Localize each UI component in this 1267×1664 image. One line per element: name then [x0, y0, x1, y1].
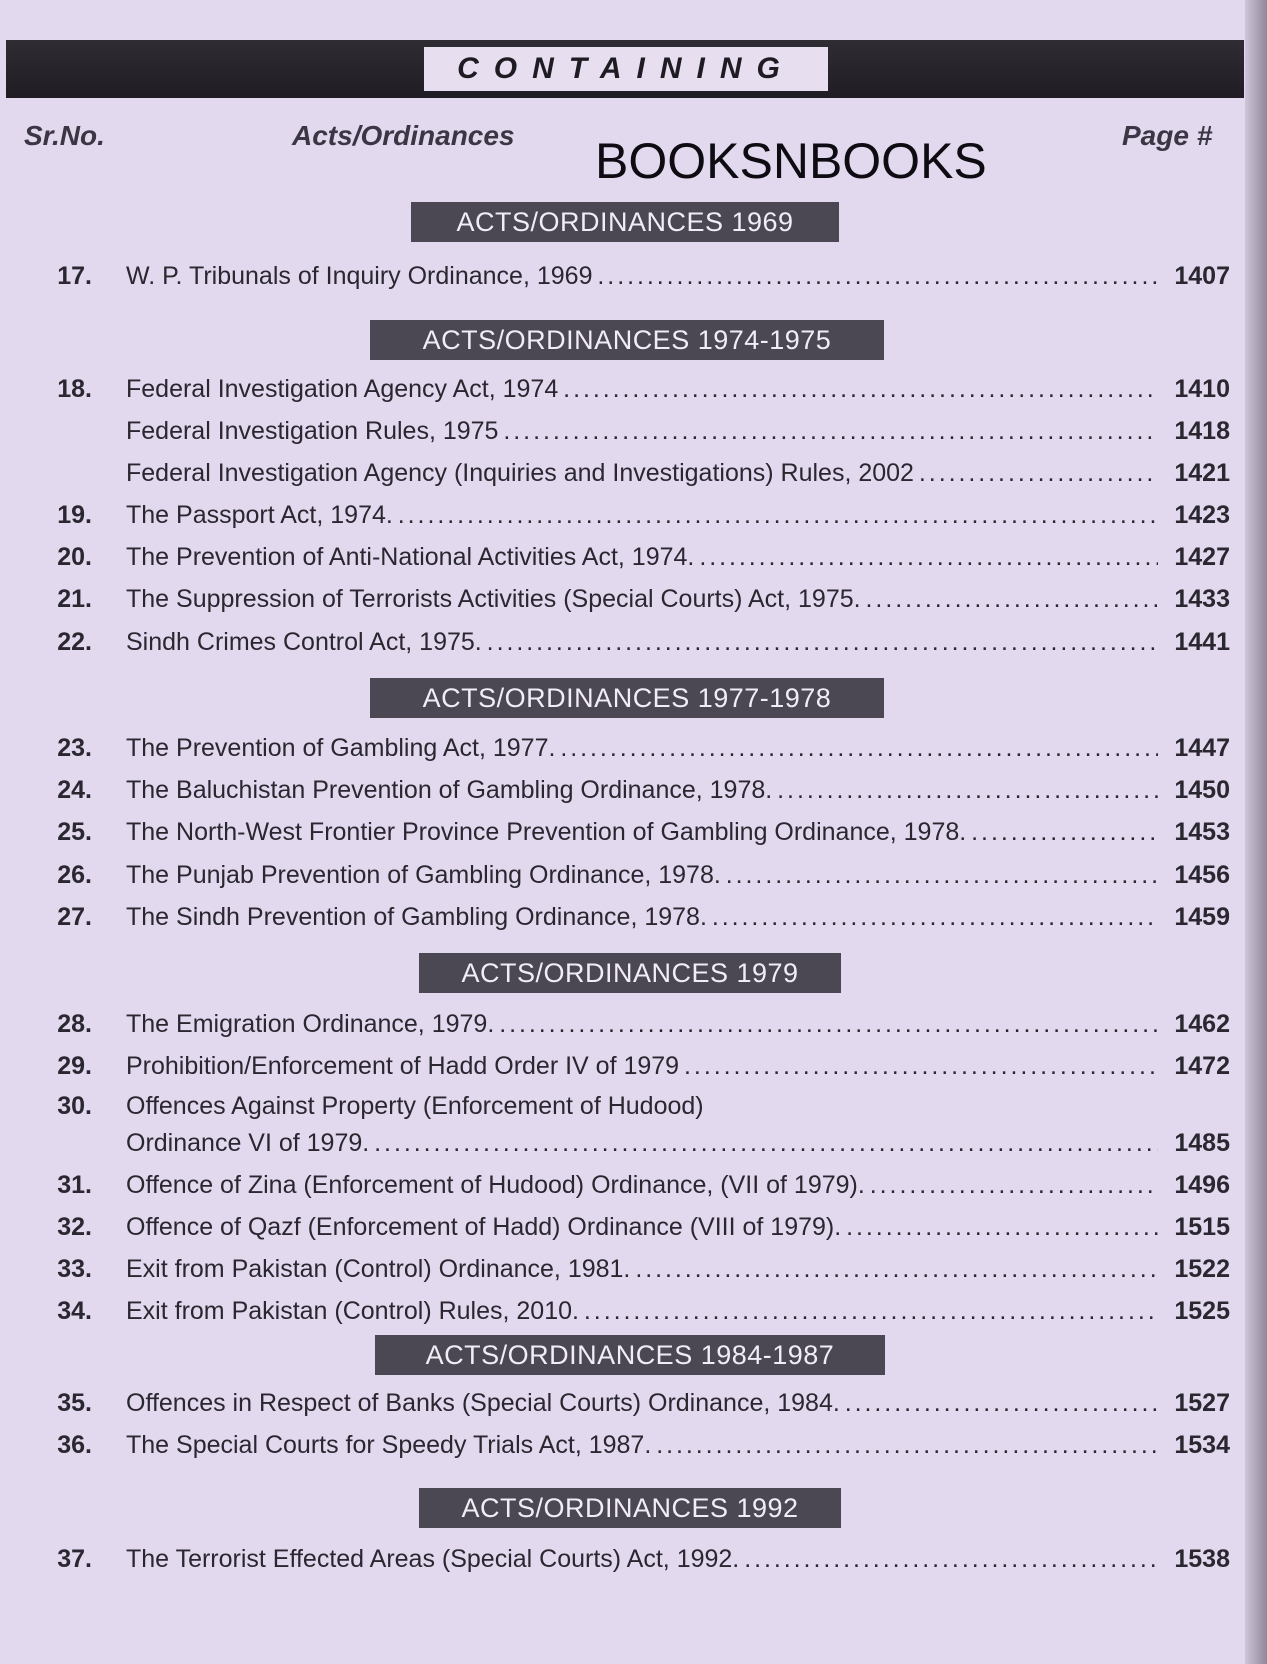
column-header-sr-no: Sr.No.: [24, 120, 105, 151]
entry-title: The North-West Frontier Province Prevention of Gambling Ordinance, 1978. . . .: [126, 818, 1158, 847]
entry-title: Exit from Pakistan (Control) Rules, 2010. . . .: [126, 1297, 1158, 1326]
entry-number: 24.: [57, 776, 92, 804]
toc-entry: [40, 1092, 1236, 1167]
toc-entry: [40, 1297, 1236, 1335]
toc-entry: [40, 861, 1236, 899]
entry-page: 1423: [1174, 501, 1230, 529]
toc-entry: [40, 1213, 1236, 1251]
toc-entry: [40, 628, 1236, 666]
section-header: ACTS/ORDINANCES 1977-1978: [370, 678, 884, 718]
toc-entry: [40, 585, 1236, 623]
toc-entry: [40, 1171, 1236, 1209]
section-header: ACTS/ORDINANCES 1969: [411, 202, 839, 242]
entry-title: The Special Courts for Speedy Trials Act, 1987. . . .: [126, 1431, 1158, 1460]
page-edge-shadow: [1245, 0, 1267, 1664]
entry-page: 1407: [1174, 262, 1230, 290]
entry-page: 1421: [1174, 459, 1230, 487]
toc-entry: [40, 1052, 1236, 1090]
section-header: ACTS/ORDINANCES 1992: [419, 1488, 841, 1528]
entry-title: Ordinance VI of 1979. . . .: [126, 1129, 1158, 1158]
toc-entry: [40, 459, 1236, 497]
entry-number: 25.: [57, 818, 92, 846]
entry-number: 26.: [57, 861, 92, 889]
watermark-text: BOOKSNBOOKS: [595, 133, 987, 189]
entry-page: 1447: [1174, 734, 1230, 762]
toc-entry: [40, 543, 1236, 581]
toc-entry: [40, 501, 1236, 539]
entry-title: Federal Investigation Rules, 1975 . . .: [126, 417, 1158, 446]
entry-page: 1525: [1174, 1297, 1230, 1325]
entry-title: Federal Investigation Agency Act, 1974 . . .: [126, 375, 1158, 404]
entry-page: 1453: [1174, 818, 1230, 846]
entry-number: 19.: [57, 501, 92, 529]
toc-entry: [40, 1389, 1236, 1427]
entry-number: 33.: [57, 1255, 92, 1283]
entry-page: 1534: [1174, 1431, 1230, 1459]
entry-page: 1515: [1174, 1213, 1230, 1241]
entry-page: 1459: [1174, 903, 1230, 931]
entry-number: 36.: [57, 1431, 92, 1459]
entry-number: 17.: [57, 262, 92, 290]
entry-number: 20.: [57, 543, 92, 571]
entry-number: 21.: [57, 585, 92, 613]
toc-entry: [40, 776, 1236, 814]
entry-number: 30.: [57, 1092, 92, 1120]
entry-page: 1472: [1174, 1052, 1230, 1080]
entry-title: The Emigration Ordinance, 1979. . . .: [126, 1010, 1158, 1039]
entry-title: The Suppression of Terrorists Activities (Special Courts) Act, 1975. . . .: [126, 585, 1158, 614]
section-header: ACTS/ORDINANCES 1974-1975: [370, 320, 884, 360]
toc-entry: [40, 903, 1236, 941]
entry-number: 28.: [57, 1010, 92, 1038]
containing-label: CONTAINING: [424, 47, 828, 91]
column-header-acts: Acts/Ordinances: [292, 120, 515, 151]
entry-number: 37.: [57, 1545, 92, 1573]
entry-title: The Prevention of Gambling Act, 1977. . . .: [126, 734, 1158, 763]
entry-number: 32.: [57, 1213, 92, 1241]
toc-entry: [40, 734, 1236, 772]
entry-title: Federal Investigation Agency (Inquiries and Investigations) Rules, 2002 . . .: [126, 459, 1158, 488]
entry-page: 1485: [1174, 1129, 1230, 1157]
toc-entry: [40, 262, 1236, 300]
entry-number: 23.: [57, 734, 92, 762]
entry-title: The Sindh Prevention of Gambling Ordinance, 1978. . . .: [126, 903, 1158, 932]
entry-number: 29.: [57, 1052, 92, 1080]
entry-title: Exit from Pakistan (Control) Ordinance, 1981. . . .: [126, 1255, 1158, 1284]
entry-title: The Terrorist Effected Areas (Special Courts) Act, 1992. . . .: [126, 1545, 1158, 1574]
toc-entry: [40, 1545, 1236, 1583]
entry-number: 34.: [57, 1297, 92, 1325]
entry-page: 1441: [1174, 628, 1230, 656]
entry-page: 1450: [1174, 776, 1230, 804]
toc-entry: [40, 818, 1236, 856]
entry-page: 1456: [1174, 861, 1230, 889]
toc-entry: [40, 417, 1236, 455]
entry-page: 1522: [1174, 1255, 1230, 1283]
section-header: ACTS/ORDINANCES 1979: [419, 953, 841, 993]
entry-page: 1538: [1174, 1545, 1230, 1573]
section-header: ACTS/ORDINANCES 1984-1987: [375, 1335, 885, 1375]
entry-page: 1410: [1174, 375, 1230, 403]
entry-title: The Punjab Prevention of Gambling Ordinance, 1978. . . .: [126, 861, 1158, 890]
entry-title: W. P. Tribunals of Inquiry Ordinance, 1969 . . .: [126, 262, 1158, 291]
entry-number: 35.: [57, 1389, 92, 1417]
entry-page: 1433: [1174, 585, 1230, 613]
entry-number: 27.: [57, 903, 92, 931]
entry-page: 1462: [1174, 1010, 1230, 1038]
entry-title: Offence of Zina (Enforcement of Hudood) Ordinance, (VII of 1979). . . .: [126, 1171, 1158, 1200]
entry-title: The Passport Act, 1974. . . .: [126, 501, 1158, 530]
toc-entry: [40, 375, 1236, 413]
entry-title: The Baluchistan Prevention of Gambling Ordinance, 1978. . . .: [126, 776, 1158, 805]
toc-entry: [40, 1431, 1236, 1469]
entry-title: The Prevention of Anti-National Activities Act, 1974. . . .: [126, 543, 1158, 572]
entry-number: 22.: [57, 628, 92, 656]
column-header-page: Page #: [1122, 120, 1213, 151]
toc-entry: [40, 1255, 1236, 1293]
entry-title: Sindh Crimes Control Act, 1975. . . .: [126, 628, 1158, 657]
entry-number: 18.: [57, 375, 92, 403]
entry-title-line1: Offences Against Property (Enforcement of Hudood): [126, 1092, 704, 1120]
entry-number: 31.: [57, 1171, 92, 1199]
entry-page: 1496: [1174, 1171, 1230, 1199]
entry-page: 1527: [1174, 1389, 1230, 1417]
entry-title: Offence of Qazf (Enforcement of Hadd) Ordinance (VIII of 1979). . . .: [126, 1213, 1158, 1242]
entry-page: 1427: [1174, 543, 1230, 571]
entry-page: 1418: [1174, 417, 1230, 445]
toc-entry: [40, 1010, 1236, 1048]
entry-title: Prohibition/Enforcement of Hadd Order IV of 1979 . . .: [126, 1052, 1158, 1081]
entry-title: Offences in Respect of Banks (Special Courts) Ordinance, 1984. . . .: [126, 1389, 1158, 1418]
